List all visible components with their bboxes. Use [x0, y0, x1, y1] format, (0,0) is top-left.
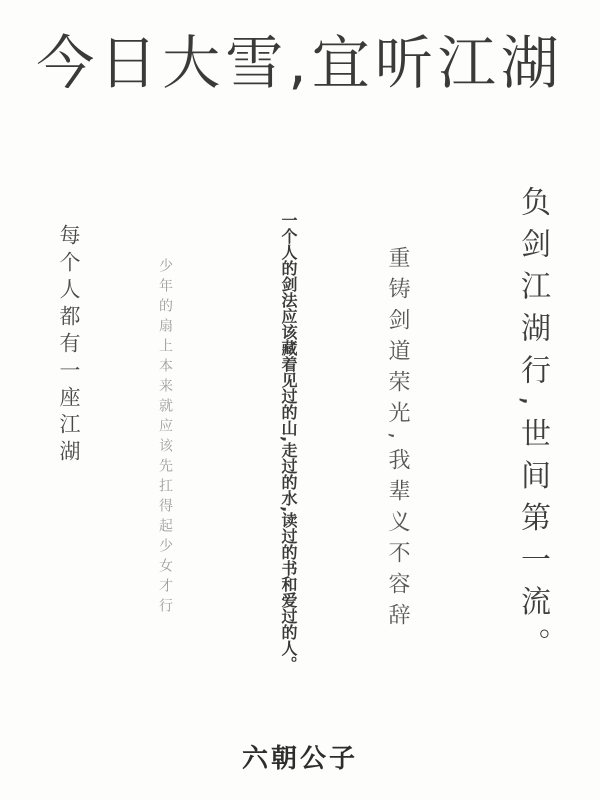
vertical-quote-mid-right: 重铸剑道荣光,我辈义不容辞	[385, 246, 410, 634]
signature: 六朝公子	[241, 744, 358, 774]
poster-title: 今日大雪,宜听江湖	[36, 29, 564, 97]
vertical-quote-left: 每个人都有一座江湖	[57, 224, 81, 467]
vertical-quote-right: 负剑江湖行,世间第一流。	[515, 186, 550, 670]
vertical-quote-center: 一个人的剑法应该藏着见过的山,走过的水,读过的书和爱过的人。	[279, 212, 298, 673]
vertical-quote-mid-left: 少年的扇上本来就应该先扛得起少女才行	[157, 258, 173, 618]
